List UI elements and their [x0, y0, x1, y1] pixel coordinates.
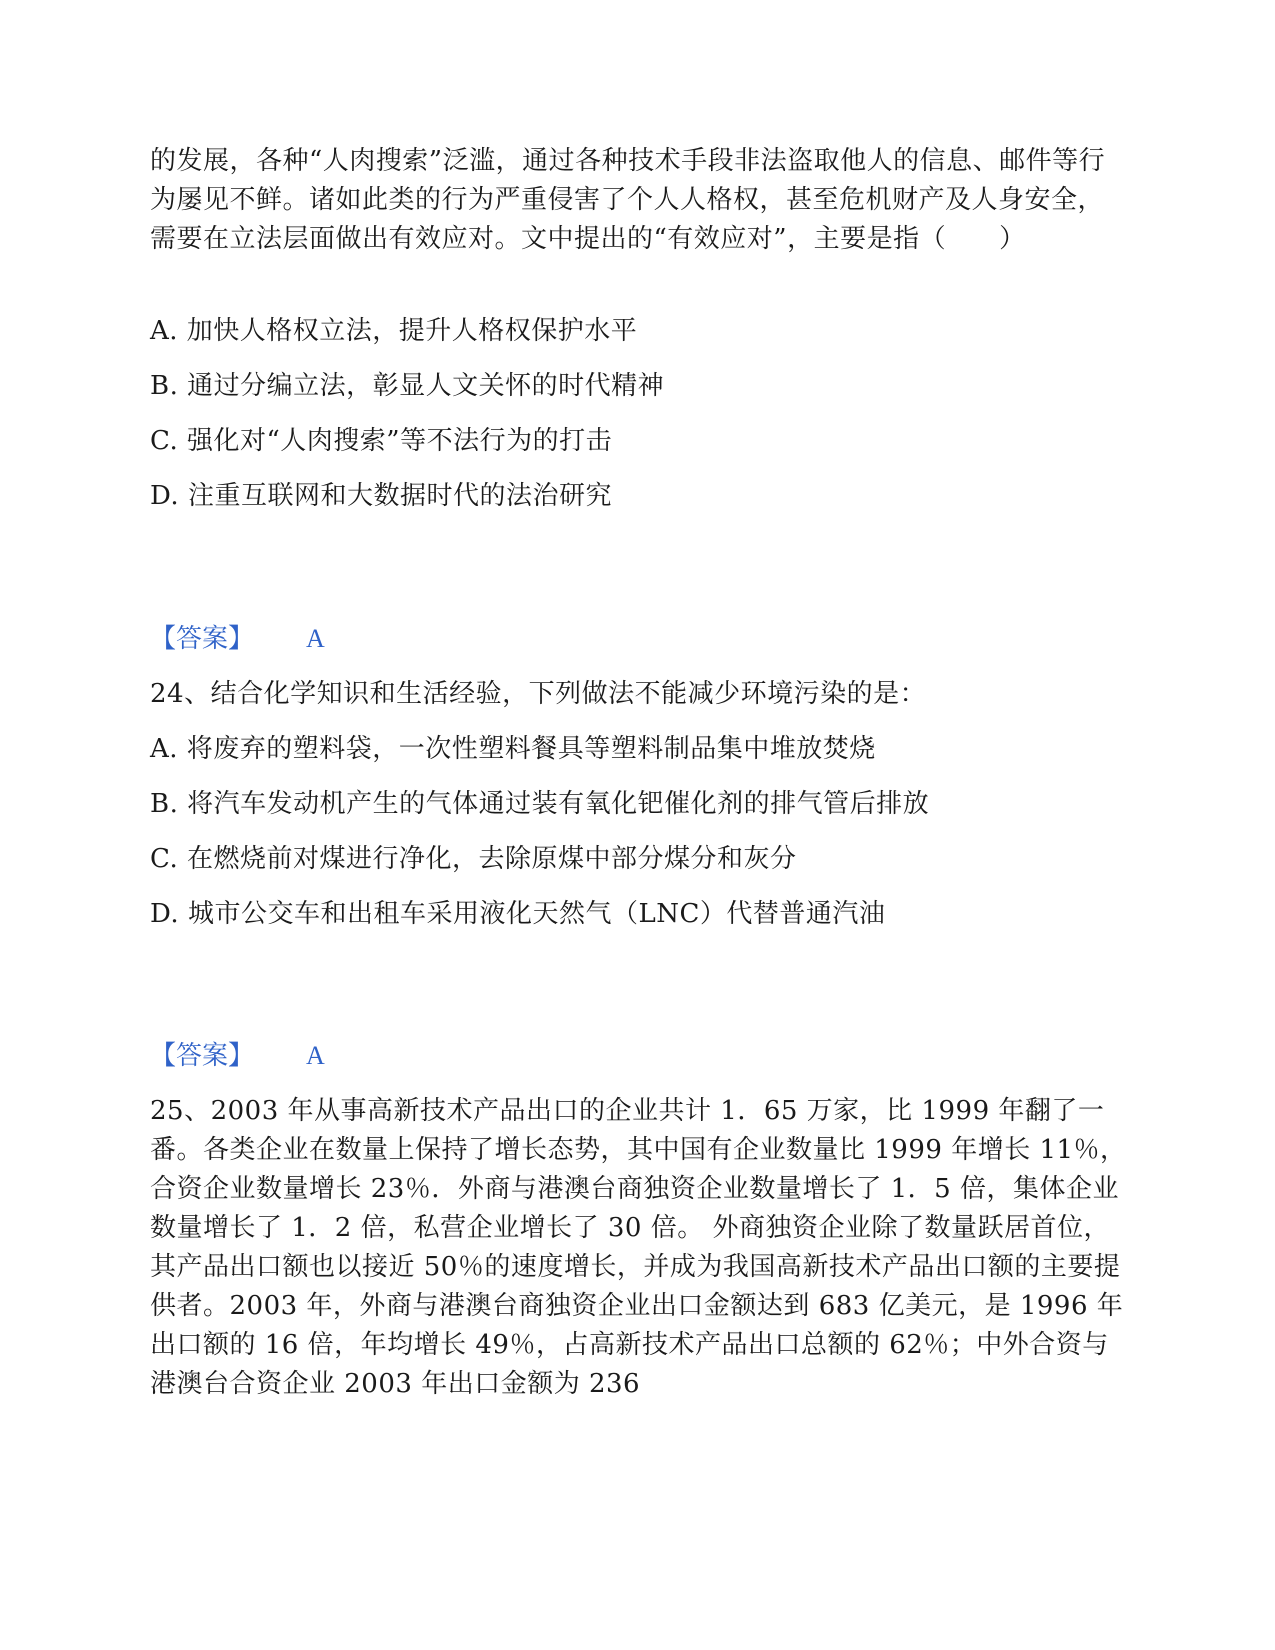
q25-stem: 25、2003 年从事高新技术产品出口的企业共计 1．65 万家，比 1999 年翻了一番。各类企业在数量上保持了增长态势，其中国有企业数量比 1999 年增长 11％，合资企业数量增长 23％．外商与港澳台商独资企业数量增长了 1．5 倍，集体企业数量增长了 1．2 倍，私营企业增长了 30 倍。 外商独资企业除了数量跃居首位，其产品出口额也以接近 50％的速度增长，并成为我国高新技术产品出口额的主要提供者。2003 年，外商与港澳台商独资企业出口金额达到 683 亿美元，是 1996 年出口额的 16 倍，年均增长 49％，占高新技术产品出口总额的 62％；中外合资与港澳台合资企业 2003 年出口金额为 236: [150, 1096, 1127, 1399]
q24-stem: 24、结合化学知识和生活经验，下列做法不能减少环境污染的是：: [150, 679, 927, 709]
q23-option-c: C. 强化对“人肉搜索”等不法行为的打击: [150, 426, 613, 456]
q24-option-b: B. 将汽车发动机产生的气体通过装有氧化钯催化剂的排气管后排放: [150, 789, 930, 819]
answer-label: 【答案】: [150, 624, 255, 654]
q23-option-a: A. 加快人格权立法，提升人格权保护水平: [150, 316, 638, 346]
q24-option-c: C. 在燃烧前对煤进行净化，去除原煤中部分煤分和灰分: [150, 844, 797, 874]
q24-option-d: D. 城市公交车和出租车采用液化天然气（LNC）代替普通汽油: [150, 899, 886, 929]
q23-stem: 的发展，各种“人肉搜索”泛滥，通过各种技术手段非法盗取他人的信息、邮件等行为屡见不鲜。诸如此类的行为严重侵害了个人人格权，甚至危机财产及人身安全，需要在立法层面做出有效应对。文中提出的“有效应对”，主要是指（ ）: [150, 146, 1106, 254]
q23-option-d: D. 注重互联网和大数据时代的法治研究: [150, 481, 612, 511]
q24-option-a: A. 将废弃的塑料袋，一次性塑料餐具等塑料制品集中堆放焚烧: [150, 734, 876, 764]
answer-value: A: [306, 1041, 325, 1070]
q23-answer: [150, 621, 325, 657]
q24-answer: [150, 1038, 325, 1074]
answer-value: A: [306, 624, 325, 653]
answer-label: 【答案】: [150, 1041, 255, 1071]
q23-option-b: B. 通过分编立法，彰显人文关怀的时代精神: [150, 371, 665, 401]
